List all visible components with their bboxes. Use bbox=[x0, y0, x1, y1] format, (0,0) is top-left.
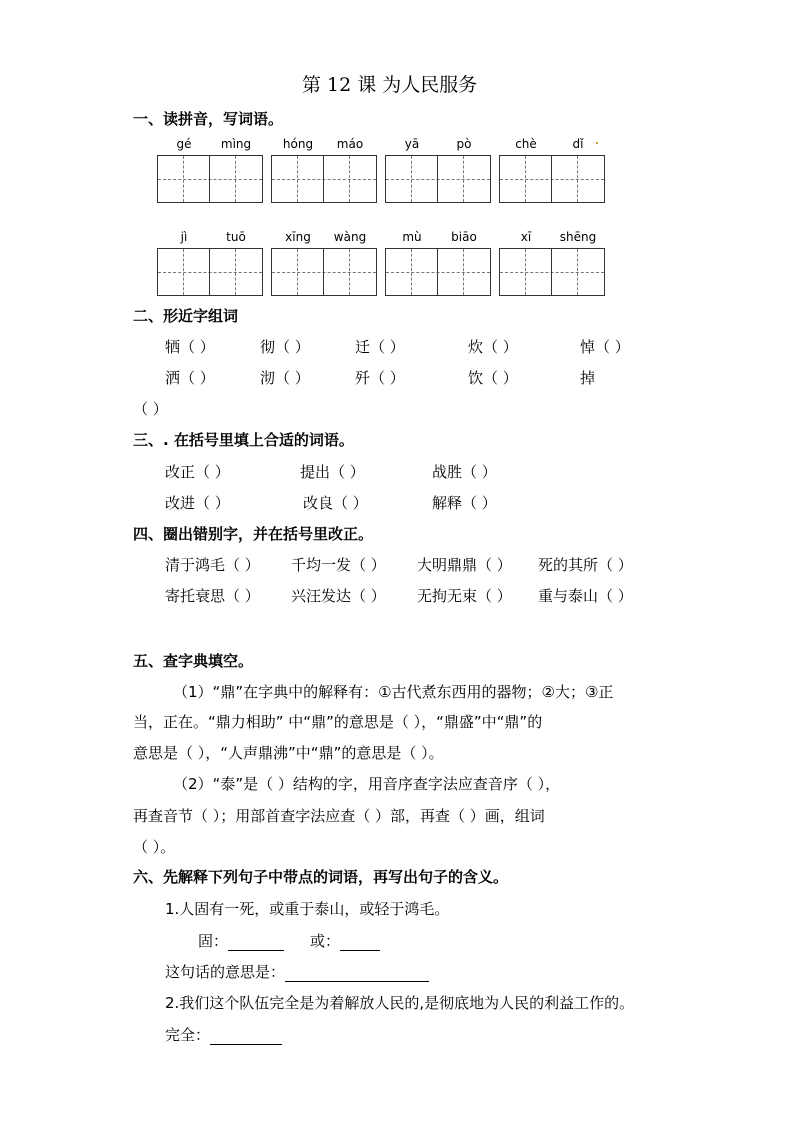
char-item: 饮（ ） bbox=[468, 369, 518, 387]
pinyin: dǐ bbox=[572, 137, 584, 151]
paragraph-line: （1）“鼎”在字典中的解释有：①古代煮东西用的器物；②大；③正 bbox=[173, 683, 614, 701]
idiom-item: 无拘无束（ ） bbox=[417, 587, 512, 605]
pinyin: máo bbox=[336, 137, 364, 151]
answer-blank[interactable] bbox=[340, 935, 380, 951]
char-item: （ ） bbox=[133, 400, 168, 418]
char-item: 牺（ ） bbox=[165, 338, 215, 356]
writing-grid[interactable] bbox=[157, 248, 263, 296]
char-item: 沏（ ） bbox=[260, 369, 310, 387]
paragraph-line: 当，正在。“鼎力相助” 中“鼎”的意思是（ ），“鼎盛”中“鼎”的 bbox=[133, 713, 543, 731]
label-meaning: 这句话的意思是： bbox=[165, 961, 429, 982]
char-item: 洒（ ） bbox=[165, 369, 215, 387]
char-item: 迁（ ） bbox=[355, 338, 405, 356]
section-5-heading: 五、查字典填空。 bbox=[133, 652, 254, 670]
section-4-heading: 四、圈出错别字，并在括号里改正。 bbox=[133, 525, 374, 543]
label-huo: 或： bbox=[310, 930, 380, 951]
char-item: 炊（ ） bbox=[468, 338, 518, 356]
char-item: 悼（ ） bbox=[580, 338, 630, 356]
char-item: 歼（ ） bbox=[355, 369, 405, 387]
idiom-item: 清于鸿毛（ ） bbox=[165, 556, 260, 574]
pinyin: yā bbox=[404, 137, 420, 151]
char-item: 彻（ ） bbox=[260, 338, 310, 356]
page-title: 第 12 课 为人民服务 bbox=[302, 74, 478, 96]
sentence-2: 2.我们这个队伍完全是为着解放人民的,是彻底地为人民的利益工作的。 bbox=[165, 994, 635, 1012]
answer-blank[interactable] bbox=[210, 1029, 282, 1045]
pinyin: biāo bbox=[451, 230, 477, 244]
char-item: 掉 bbox=[580, 369, 596, 387]
writing-grid[interactable] bbox=[385, 155, 491, 203]
paragraph-line: （ ）。 bbox=[133, 838, 176, 856]
pinyin: wàng bbox=[333, 230, 367, 244]
section-6-heading: 六、先解释下列句子中带点的词语，再写出句子的含义。 bbox=[133, 868, 509, 886]
writing-grid[interactable] bbox=[271, 155, 377, 203]
word-item: 改正（ ） bbox=[165, 463, 230, 481]
idiom-item: 千均一发（ ） bbox=[291, 556, 386, 574]
pinyin: gé bbox=[176, 137, 192, 151]
label-wanquan: 完全： bbox=[165, 1024, 282, 1045]
pinyin: xī bbox=[520, 230, 532, 244]
writing-grid[interactable] bbox=[157, 155, 263, 203]
section-2-heading: 二、形近字组词 bbox=[133, 307, 239, 325]
pinyin: mù bbox=[402, 230, 422, 244]
label-gu: 固： bbox=[198, 930, 284, 951]
writing-grid[interactable] bbox=[499, 155, 605, 203]
paragraph-line: 意思是（ ），“人声鼎沸”中“鼎”的意思是（ ）。 bbox=[133, 744, 444, 762]
idiom-item: 重与泰山（ ） bbox=[538, 587, 633, 605]
pinyin: xīng bbox=[285, 230, 311, 244]
writing-grid[interactable] bbox=[385, 248, 491, 296]
section-3-heading: 三、. 在括号里填上合适的词语。 bbox=[133, 431, 354, 449]
pinyin: pò bbox=[456, 137, 472, 151]
idiom-item: 寄托衰思（ ） bbox=[165, 587, 260, 605]
pinyin: jì bbox=[180, 230, 188, 244]
word-item: 改进（ ） bbox=[165, 494, 230, 512]
word-item: 提出（ ） bbox=[300, 463, 365, 481]
pinyin: shēng bbox=[559, 230, 597, 244]
paragraph-line: （2）“泰”是（ ）结构的字，用音序查字法应查音序（ ）， bbox=[173, 775, 561, 793]
pinyin: tuō bbox=[226, 230, 246, 244]
pinyin: hóng bbox=[282, 137, 314, 151]
pinyin: chè bbox=[515, 137, 537, 151]
idiom-item: 大明鼎鼎（ ） bbox=[417, 556, 512, 574]
answer-blank[interactable] bbox=[285, 966, 429, 982]
writing-grid[interactable] bbox=[271, 248, 377, 296]
paragraph-line: 再查音节（ ）；用部首查字法应查（ ）部，再查（ ）画，组词 bbox=[133, 807, 545, 825]
idiom-item: 兴汪发达（ ） bbox=[291, 587, 386, 605]
word-item: 改良（ ） bbox=[303, 494, 368, 512]
idiom-item: 死的其所（ ） bbox=[538, 556, 633, 574]
sentence-1: 1.人固有一死，或重于泰山，或轻于鸿毛。 bbox=[165, 900, 450, 918]
answer-blank[interactable] bbox=[228, 935, 284, 951]
writing-grid[interactable] bbox=[499, 248, 605, 296]
word-item: 战胜（ ） bbox=[432, 463, 497, 481]
section-1-heading: 一、读拼音，写词语。 bbox=[133, 110, 284, 128]
word-item: 解释（ ） bbox=[432, 494, 497, 512]
pinyin: mìng bbox=[220, 137, 252, 151]
